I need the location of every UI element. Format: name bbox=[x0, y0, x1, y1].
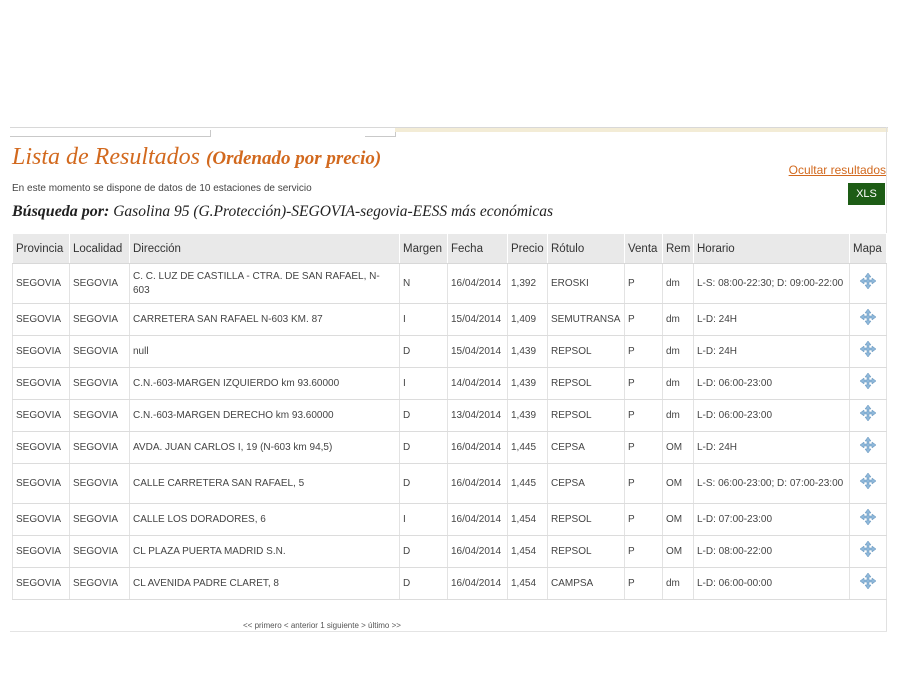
cell-precio: 1,454 bbox=[508, 568, 548, 600]
cell-venta: P bbox=[625, 400, 663, 432]
cell-rotulo: CEPSA bbox=[548, 432, 625, 464]
cell-localidad: SEGOVIA bbox=[70, 368, 130, 400]
cell-margen: D bbox=[400, 536, 448, 568]
cell-rotulo: REPSOL bbox=[548, 368, 625, 400]
cell-direccion: CL AVENIDA PADRE CLARET, 8 bbox=[130, 568, 400, 600]
cell-precio: 1,392 bbox=[508, 264, 548, 304]
cell-venta: P bbox=[625, 336, 663, 368]
cell-fecha: 15/04/2014 bbox=[448, 304, 508, 336]
cell-horario: L-D: 06:00-23:00 bbox=[694, 400, 850, 432]
cell-localidad: SEGOVIA bbox=[70, 432, 130, 464]
cell-direccion: CARRETERA SAN RAFAEL N-603 KM. 87 bbox=[130, 304, 400, 336]
cell-precio: 1,439 bbox=[508, 368, 548, 400]
cell-rotulo: CAMPSA bbox=[548, 568, 625, 600]
cell-margen: D bbox=[400, 464, 448, 504]
cell-precio: 1,454 bbox=[508, 536, 548, 568]
results-table bbox=[12, 233, 887, 600]
cell-venta: P bbox=[625, 432, 663, 464]
results-table-body bbox=[13, 264, 887, 600]
cell-localidad: SEGOVIA bbox=[70, 504, 130, 536]
table-row bbox=[13, 432, 887, 464]
column-header-mapa[interactable]: Mapa bbox=[850, 234, 887, 264]
cell-venta: P bbox=[625, 536, 663, 568]
map-pin-icon[interactable] bbox=[860, 541, 876, 557]
cell-horario: L-D: 06:00-23:00 bbox=[694, 368, 850, 400]
cell-horario: L-D: 06:00-00:00 bbox=[694, 568, 850, 600]
cell-horario: L-D: 24H bbox=[694, 336, 850, 368]
cell-rem: dm bbox=[663, 400, 694, 432]
cell-margen: D bbox=[400, 568, 448, 600]
cell-provincia: SEGOVIA bbox=[13, 536, 70, 568]
cell-rotulo: REPSOL bbox=[548, 336, 625, 368]
cell-provincia: SEGOVIA bbox=[13, 568, 70, 600]
search-summary bbox=[12, 203, 553, 221]
cell-direccion: null bbox=[130, 336, 400, 368]
cell-localidad: SEGOVIA bbox=[70, 304, 130, 336]
cell-horario: L-S: 06:00-23:00; D: 07:00-23:00 bbox=[694, 464, 850, 504]
table-row bbox=[13, 368, 887, 400]
page-title-text: Lista de Resultados bbox=[12, 144, 201, 170]
cell-direccion: CALLE CARRETERA SAN RAFAEL, 5 bbox=[130, 464, 400, 504]
page-title bbox=[12, 144, 381, 171]
cell-provincia: SEGOVIA bbox=[13, 368, 70, 400]
export-xls-button[interactable]: XLS bbox=[848, 183, 885, 205]
cell-mapa bbox=[850, 336, 887, 368]
cell-mapa bbox=[850, 264, 887, 304]
table-row bbox=[13, 464, 887, 504]
toolbar-remnant bbox=[10, 127, 888, 137]
cell-direccion: AVDA. JUAN CARLOS I, 19 (N-603 km 94,5) bbox=[130, 432, 400, 464]
toolbar-tab bbox=[10, 130, 211, 137]
map-pin-icon[interactable] bbox=[860, 341, 876, 357]
map-pin-icon[interactable] bbox=[860, 573, 876, 589]
cell-provincia: SEGOVIA bbox=[13, 504, 70, 536]
search-label: Búsqueda por: bbox=[12, 203, 110, 220]
cell-margen: N bbox=[400, 264, 448, 304]
cell-rotulo: SEMUTRANSA bbox=[548, 304, 625, 336]
cell-mapa bbox=[850, 504, 887, 536]
map-pin-icon[interactable] bbox=[860, 437, 876, 453]
cell-venta: P bbox=[625, 304, 663, 336]
cell-mapa bbox=[850, 536, 887, 568]
cell-venta: P bbox=[625, 464, 663, 504]
table-row bbox=[13, 504, 887, 536]
cell-rem: dm bbox=[663, 368, 694, 400]
cell-precio: 1,409 bbox=[508, 304, 548, 336]
pagination-next[interactable]: siguiente > bbox=[326, 621, 366, 630]
cell-margen: I bbox=[400, 304, 448, 336]
cell-rem: dm bbox=[663, 336, 694, 368]
cell-venta: P bbox=[625, 568, 663, 600]
cell-fecha: 13/04/2014 bbox=[448, 400, 508, 432]
cell-mapa bbox=[850, 432, 887, 464]
cell-precio: 1,445 bbox=[508, 464, 548, 504]
column-header-direccion[interactable]: Dirección bbox=[130, 234, 400, 264]
cell-rem: OM bbox=[663, 464, 694, 504]
pagination-last[interactable]: último >> bbox=[368, 621, 401, 630]
pagination-first[interactable]: << primero bbox=[243, 621, 282, 630]
cell-rem: OM bbox=[663, 432, 694, 464]
cell-localidad: SEGOVIA bbox=[70, 536, 130, 568]
cell-margen: D bbox=[400, 336, 448, 368]
cell-mapa bbox=[850, 304, 887, 336]
column-header-rem[interactable]: Rem bbox=[663, 234, 694, 264]
cell-direccion: C. C. LUZ DE CASTILLA - CTRA. DE SAN RAFAEL, N-603 bbox=[130, 264, 400, 304]
cell-rem: OM bbox=[663, 504, 694, 536]
cell-rotulo: REPSOL bbox=[548, 504, 625, 536]
column-header-horario[interactable]: Horario bbox=[694, 234, 850, 264]
station-count-info: En este momento se dispone de datos de 10 estaciones de servicio bbox=[12, 183, 312, 194]
cell-horario: L-D: 08:00-22:00 bbox=[694, 536, 850, 568]
cell-rem: dm bbox=[663, 568, 694, 600]
cell-rem: dm bbox=[663, 264, 694, 304]
table-row bbox=[13, 568, 887, 600]
column-header-localidad[interactable]: Localidad bbox=[70, 234, 130, 264]
cell-fecha: 14/04/2014 bbox=[448, 368, 508, 400]
cell-fecha: 16/04/2014 bbox=[448, 536, 508, 568]
cell-fecha: 15/04/2014 bbox=[448, 336, 508, 368]
cell-localidad: SEGOVIA bbox=[70, 568, 130, 600]
search-value: Gasolina 95 (G.Protección)-SEGOVIA-segovia-EESS más económicas bbox=[113, 203, 554, 220]
cell-precio: 1,439 bbox=[508, 400, 548, 432]
cell-horario: L-S: 08:00-22:30; D: 09:00-22:00 bbox=[694, 264, 850, 304]
cell-rotulo: CEPSA bbox=[548, 464, 625, 504]
map-pin-icon[interactable] bbox=[860, 373, 876, 389]
page-subtitle: (Ordenado por precio) bbox=[206, 148, 382, 169]
cell-mapa bbox=[850, 400, 887, 432]
cell-margen: I bbox=[400, 504, 448, 536]
cell-margen: D bbox=[400, 432, 448, 464]
cell-provincia: SEGOVIA bbox=[13, 264, 70, 304]
cell-precio: 1,445 bbox=[508, 432, 548, 464]
cell-direccion: C.N.-603-MARGEN DERECHO km 93.60000 bbox=[130, 400, 400, 432]
cell-provincia: SEGOVIA bbox=[13, 400, 70, 432]
cell-fecha: 16/04/2014 bbox=[448, 264, 508, 304]
column-header-precio[interactable]: Precio bbox=[508, 234, 548, 264]
map-pin-icon[interactable] bbox=[860, 273, 876, 289]
cell-localidad: SEGOVIA bbox=[70, 264, 130, 304]
column-header-venta[interactable]: Venta bbox=[625, 234, 663, 264]
cell-venta: P bbox=[625, 264, 663, 304]
cell-fecha: 16/04/2014 bbox=[448, 568, 508, 600]
cell-margen: I bbox=[400, 368, 448, 400]
column-header-provincia[interactable]: Provincia bbox=[13, 234, 70, 264]
cell-margen: D bbox=[400, 400, 448, 432]
cell-direccion: CL PLAZA PUERTA MADRID S.N. bbox=[130, 536, 400, 568]
cell-provincia: SEGOVIA bbox=[13, 336, 70, 368]
cell-venta: P bbox=[625, 368, 663, 400]
cell-horario: L-D: 24H bbox=[694, 432, 850, 464]
cell-localidad: SEGOVIA bbox=[70, 464, 130, 504]
cell-precio: 1,454 bbox=[508, 504, 548, 536]
cell-horario: L-D: 24H bbox=[694, 304, 850, 336]
toolbar-tab bbox=[365, 130, 396, 137]
cell-localidad: SEGOVIA bbox=[70, 336, 130, 368]
table-row bbox=[13, 264, 887, 304]
cell-horario: L-D: 07:00-23:00 bbox=[694, 504, 850, 536]
cell-provincia: SEGOVIA bbox=[13, 464, 70, 504]
cell-rem: dm bbox=[663, 304, 694, 336]
table-row bbox=[13, 400, 887, 432]
map-pin-icon[interactable] bbox=[860, 473, 876, 489]
cell-rotulo: EROSKI bbox=[548, 264, 625, 304]
cell-mapa bbox=[850, 568, 887, 600]
hide-results-link[interactable]: Ocultar resultados bbox=[788, 163, 886, 177]
cell-precio: 1,439 bbox=[508, 336, 548, 368]
cell-direccion: C.N.-603-MARGEN IZQUIERDO km 93.60000 bbox=[130, 368, 400, 400]
cell-mapa bbox=[850, 368, 887, 400]
pagination bbox=[243, 621, 401, 630]
cell-mapa bbox=[850, 464, 887, 504]
column-header-fecha[interactable]: Fecha bbox=[448, 234, 508, 264]
cell-provincia: SEGOVIA bbox=[13, 304, 70, 336]
map-pin-icon[interactable] bbox=[860, 509, 876, 525]
toolbar-bar bbox=[395, 128, 888, 132]
panel-border bbox=[10, 631, 887, 632]
table-row bbox=[13, 336, 887, 368]
cell-rotulo: REPSOL bbox=[548, 536, 625, 568]
cell-fecha: 16/04/2014 bbox=[448, 464, 508, 504]
cell-localidad: SEGOVIA bbox=[70, 400, 130, 432]
cell-fecha: 16/04/2014 bbox=[448, 504, 508, 536]
pagination-prev[interactable]: < anterior bbox=[283, 621, 318, 630]
cell-direccion: CALLE LOS DORADORES, 6 bbox=[130, 504, 400, 536]
map-pin-icon[interactable] bbox=[860, 309, 876, 325]
cell-venta: P bbox=[625, 504, 663, 536]
column-header-margen[interactable]: Margen bbox=[400, 234, 448, 264]
map-pin-icon[interactable] bbox=[860, 405, 876, 421]
cell-rem: OM bbox=[663, 536, 694, 568]
table-header-row bbox=[13, 234, 887, 264]
cell-rotulo: REPSOL bbox=[548, 400, 625, 432]
cell-provincia: SEGOVIA bbox=[13, 432, 70, 464]
cell-fecha: 16/04/2014 bbox=[448, 432, 508, 464]
pagination-current: 1 bbox=[320, 621, 325, 630]
table-row bbox=[13, 536, 887, 568]
column-header-rotulo[interactable]: Rótulo bbox=[548, 234, 625, 264]
table-row bbox=[13, 304, 887, 336]
